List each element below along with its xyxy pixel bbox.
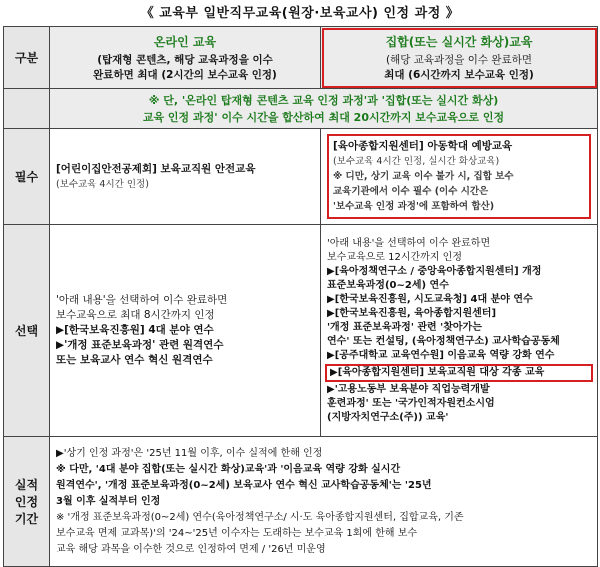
required-offline-cell [321, 129, 598, 225]
online-education-desc-1: (탑재형 콘텐츠, 해당 교육과정을 이수 [97, 53, 273, 66]
elective-offline-item-5-highlighted: ▶[육아종합지원센터] 보육교직원 대상 각종 교육 [325, 364, 593, 382]
safety-education-hours: (보수교육 4시간 인정) [56, 178, 149, 190]
abuse-prevention-box [327, 134, 591, 219]
safety-education-title: [어린이집안전공제회] 보육교직원 안전교육 [56, 162, 256, 175]
recognition-line-5: ※ '개정 표준보육과정(0~2세) 연수(육아정책연구소/ 시·도 육아종합지원센터, 집합교육, 기존 [56, 511, 464, 523]
elective-online-cell [50, 225, 321, 437]
recognition-line-4: 3월 이후 실적부터 인정 [56, 495, 161, 507]
header-category-label: 구분 [14, 51, 39, 65]
elective-online-intro-2: 보수교육으로 최대 8시간까지 인정 [56, 309, 215, 321]
recognition-label-2: 인정 [14, 495, 39, 509]
elective-online-intro-1: '아래 내용'을 선택하여 이수 완료하면 [56, 294, 228, 306]
online-education-title: 온라인 교육 [153, 34, 217, 49]
elective-offline-cell [321, 225, 598, 437]
recognition-line-6: 보수교육 면제 교과목)'의 '24~'25년 이수자는 도래하는 보수교육 1회에 한해 보수 [56, 527, 418, 539]
recognition-line-1: ▶'상기 인정 과정'은 '25년 11월 이후, 이수 실적에 한해 인정 [56, 447, 323, 459]
offline-education-desc-2: 최대 (6시간까지 보수교육 인정) [384, 68, 534, 81]
document-title: 《 교육부 일반직무교육(원장·보육교사) 인정 과정 》 [140, 6, 460, 21]
elective-offline-item-4: ▶[공주대학교 교육연수원] 이음교육 역량 강화 연수 [327, 349, 555, 361]
required-category-cell [4, 129, 50, 225]
elective-offline-intro-2: 보수교육으로 12시간까지 인정 [327, 251, 463, 263]
recognition-category-cell [4, 437, 50, 567]
abuse-prevention-hours: (보수교육 4시간 인정, 실시간 화상교육) [333, 156, 500, 167]
elective-offline-item-1b: 표준보육과정(0~2세) 연수 [327, 279, 449, 291]
online-education-desc-2: 완료하면 최대 (2시간의 보수교육 인정) [93, 68, 277, 81]
required-online-cell [50, 129, 321, 225]
elective-offline-item-6b: 훈련과정' 또는 '국가인적자원컨소시엄 [327, 397, 495, 409]
recognition-line-3: 원격연수', '개정 표준보육과정(0~2세) 보육교사 연수 혁신 교사학습공동체'는 '25년 [56, 479, 432, 491]
header-category-cell [4, 27, 50, 89]
summation-note [50, 89, 598, 129]
recognition-label-3: 기간 [14, 512, 39, 526]
elective-offline-item-6: ▶'고용노동부 보육분야 직업능력개발 [327, 383, 490, 395]
offline-education-desc-1: (해당 교육과정을 이수 완료하면 [386, 53, 532, 66]
recognition-period-cell [50, 437, 598, 567]
elective-online-item-1: ▶[한국보육진흥원] 4대 분야 연수 [56, 324, 214, 336]
elective-offline-item-3c: 연수' 또는 컨설팅, (육아정책연구소) 교사학습공동체 [327, 335, 560, 347]
abuse-prevention-title: [육아종합지원센터] 아동학대 예방교육 [333, 140, 513, 152]
required-label: 필수 [14, 170, 39, 184]
recognition-table [3, 26, 598, 567]
recognition-label-1: 실적 [14, 478, 39, 492]
elective-offline-item-2: ▶[한국보육진흥원, 시도교육청] 4대 분야 연수 [327, 293, 533, 305]
abuse-prevention-note-3: '보수교육 인정 과정'에 포함하여 합산) [333, 201, 495, 212]
elective-offline-intro-1: '아래 내용'을 선택하여 이수 완료하면 [327, 237, 491, 249]
elective-online-item-2: ▶'개정 표준보육과정' 관련 원격연수 [56, 339, 224, 351]
offline-education-title: 집합(또는 실시간 화상)교육 [385, 34, 533, 49]
recognition-line-2: ※ 다만, '4대 분야 집합(또는 실시간 화상)교육'과 '이음교육 역량 강화 실시간 [56, 463, 401, 475]
offline-education-header [321, 27, 598, 89]
abuse-prevention-note-2: 교육기관에서 이수 필수 (이수 시간은 [333, 186, 489, 197]
online-education-header [50, 27, 321, 89]
elective-label: 선택 [14, 324, 39, 338]
elective-online-item-3: 또는 보육교사 연수 혁신 원격연수 [56, 354, 213, 366]
elective-offline-item-1: ▶[육아정책연구소 / 중앙육아종합지원센터] 개정 [327, 265, 542, 277]
elective-offline-item-3b: '개정 표준보육과정' 관련 '찾아가는 [327, 321, 482, 333]
recognition-line-7: 교육 해당 과목을 이수한 것으로 인정하여 면제 / '26년 미운영 [56, 543, 326, 555]
summation-note-line-1: ※ 단, '온라인 탑재형 콘텐츠 교육 인정 과정'과 '집합(또는 실시간 화상) [148, 93, 499, 107]
elective-offline-item-3: ▶[한국보육진흥원, 육아종합지원센터] [327, 307, 497, 319]
abuse-prevention-note-1: ※ 디만, 상기 교육 이수 불가 시, 집합 보수 [333, 171, 514, 182]
note-category-cell [4, 89, 50, 129]
elective-category-cell [4, 225, 50, 437]
summation-note-line-2: 교육 인정 과정' 이수 시간을 합산하여 최대 20시간까지 보수교육으로 인정 [142, 110, 505, 124]
elective-offline-item-6c: (지방자치연구소(주)) 교육' [327, 411, 449, 423]
